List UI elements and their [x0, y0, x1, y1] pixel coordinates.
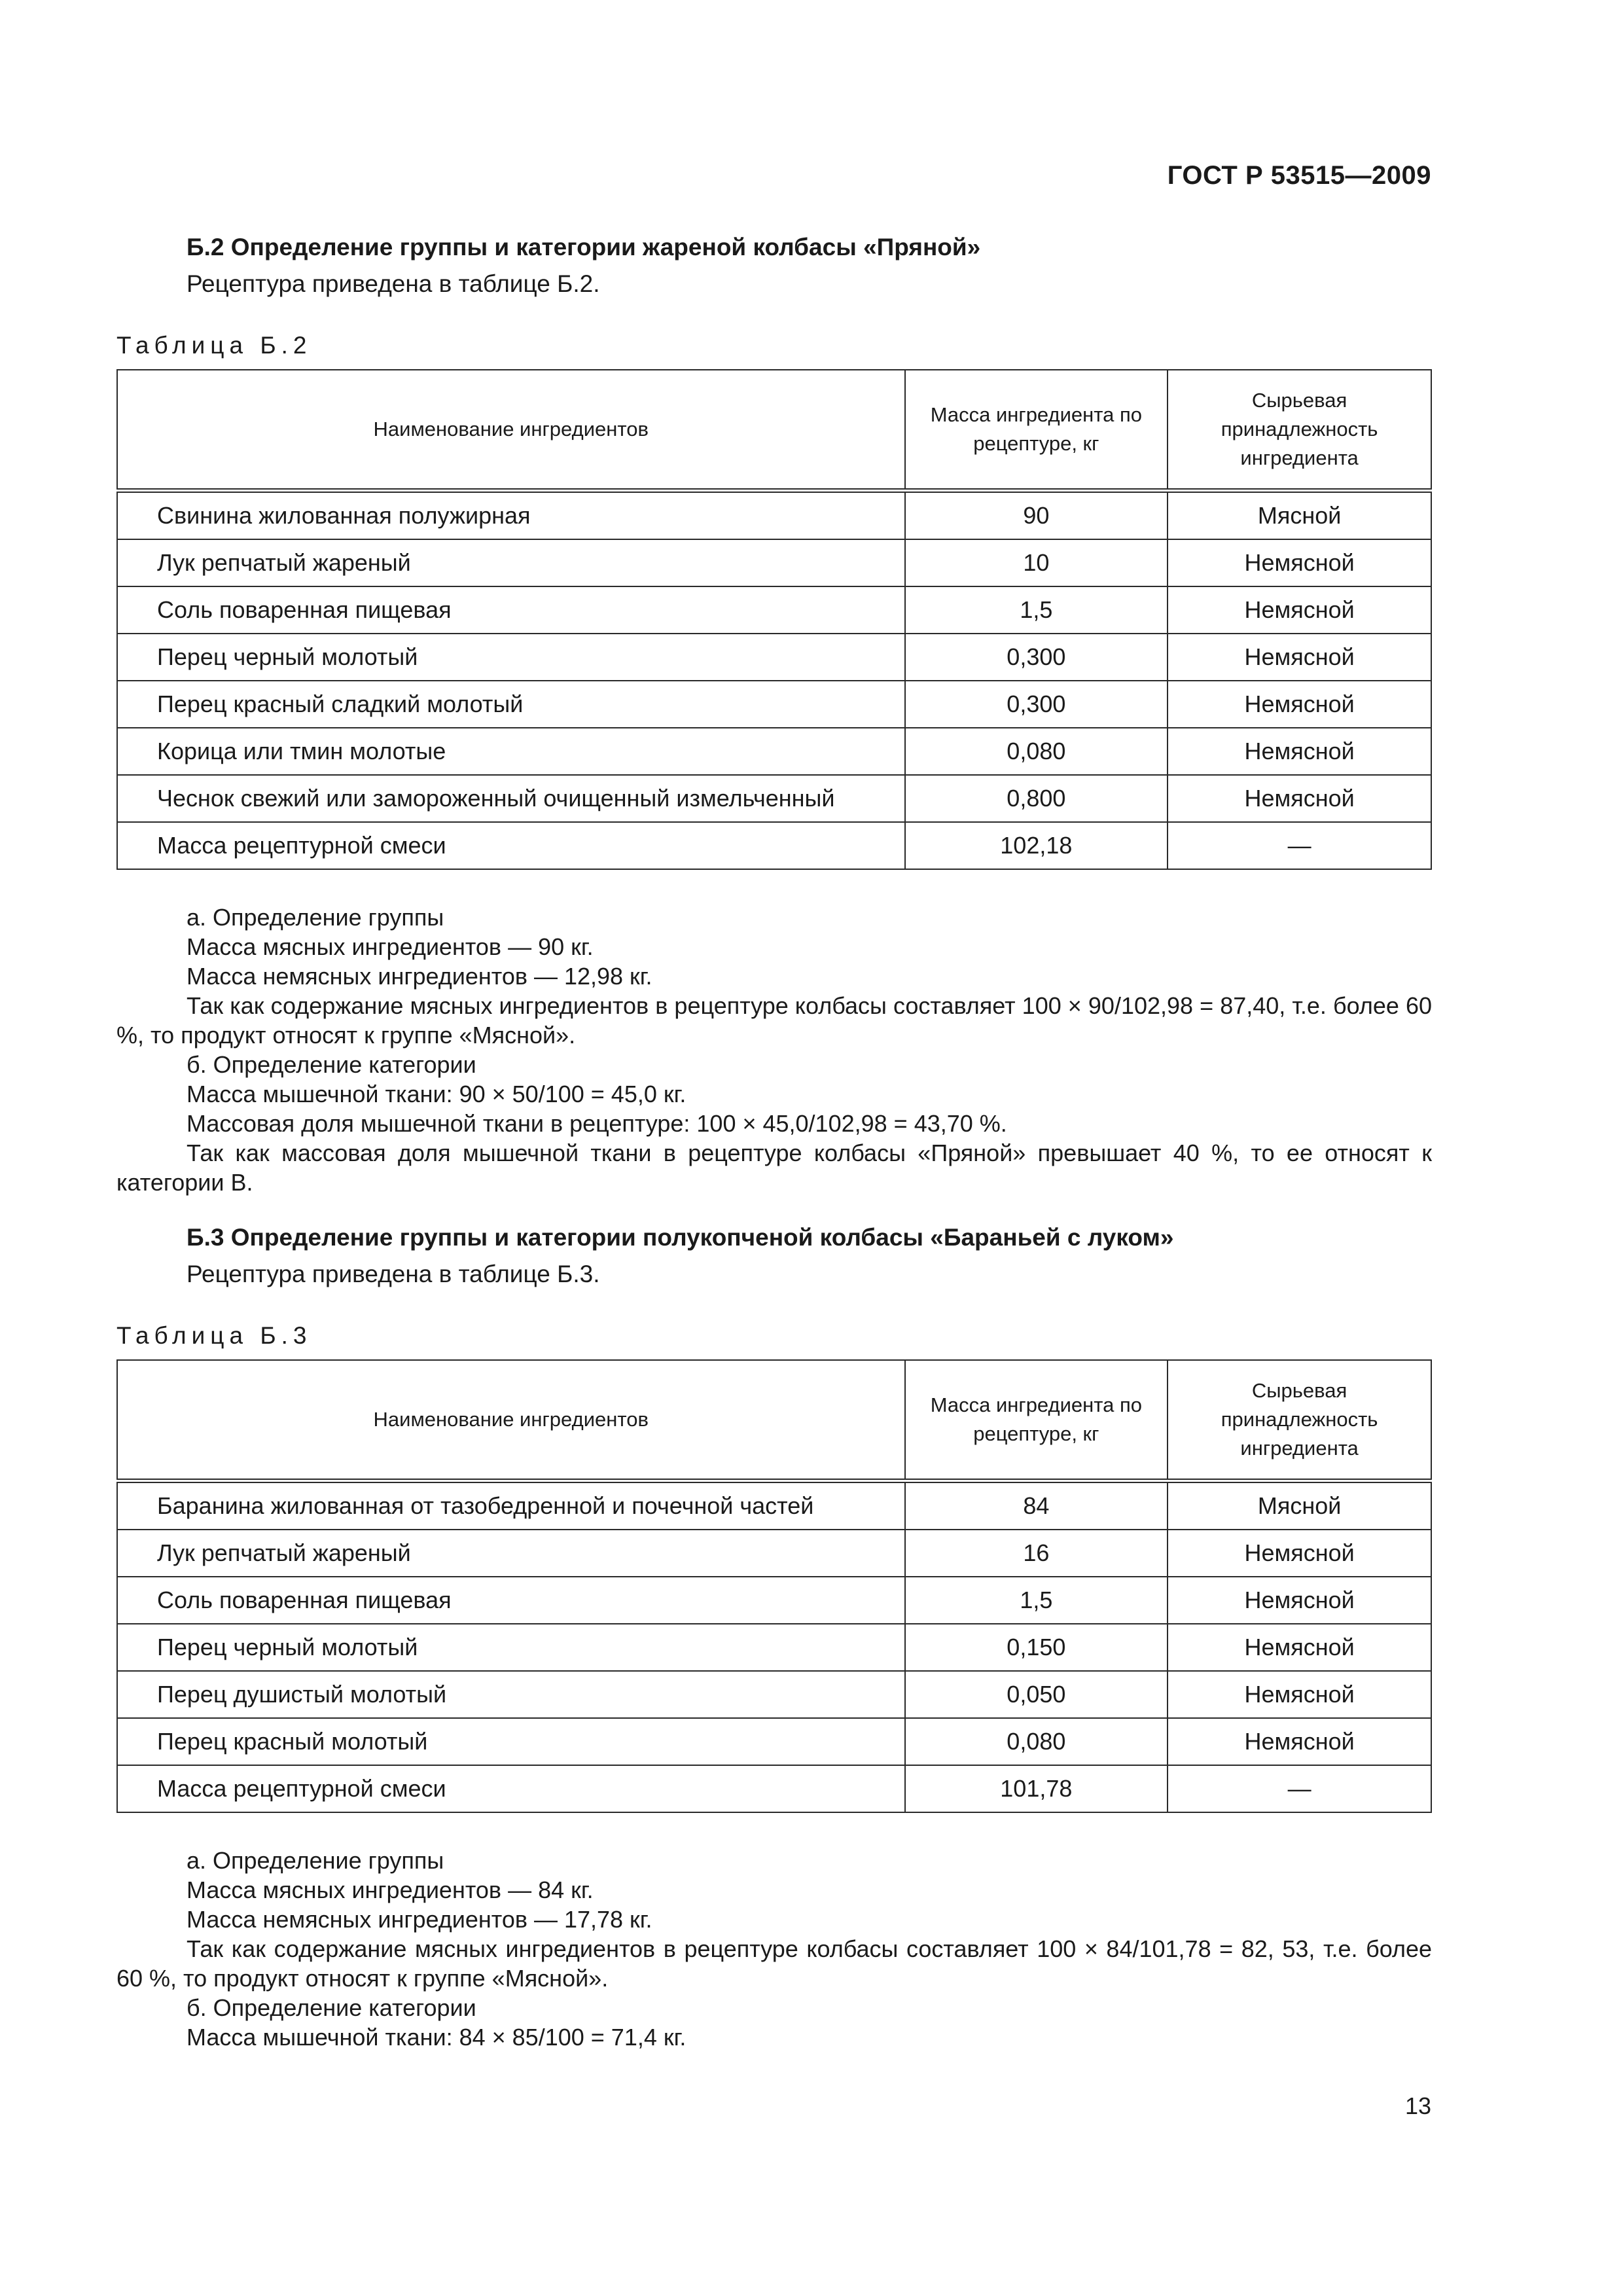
ingredient-mass: 0,080	[905, 1718, 1168, 1765]
ingredient-name: Перец красный сладкий молотый	[117, 681, 905, 728]
document-header: ГОСТ Р 53515—2009	[1167, 161, 1431, 190]
ingredient-name: Чеснок свежий или замороженный очищенный измельченный	[117, 775, 905, 822]
ingredient-mass: 0,300	[905, 634, 1168, 681]
ingredient-mass: 102,18	[905, 822, 1168, 869]
ingredient-type: Мясной	[1168, 491, 1431, 540]
table-row	[117, 1577, 1431, 1624]
table-row	[117, 1718, 1431, 1765]
ingredient-type: Немясной	[1168, 1718, 1431, 1765]
table-row	[117, 1481, 1431, 1530]
ingredient-name: Перец красный молотый	[117, 1718, 905, 1765]
paragraph: Так как содержание мясных ингредиентов в рецептуре колбасы составляет 100 × 90/102,98 = 87,40, т.е. более 60 %, то продукт относят к группе «Мясной».	[116, 992, 1432, 1049]
ingredient-type: —	[1168, 822, 1431, 869]
table-row	[117, 681, 1431, 728]
ingredient-type: Немясной	[1168, 1530, 1431, 1577]
page-number: 13	[1404, 2092, 1431, 2119]
paragraph: Масса немясных ингредиентов — 17,78 кг.	[187, 1906, 652, 1933]
table-caption: Таблица Б.3	[116, 1322, 312, 1349]
table-header-row	[117, 1360, 1431, 1481]
ingredient-name: Перец черный молотый	[117, 1624, 905, 1671]
ingredient-mass: 1,5	[905, 586, 1168, 634]
column-header-name: Наименование ингредиентов	[117, 1360, 905, 1481]
ingredient-type: Немясной	[1168, 775, 1431, 822]
section-b2	[116, 229, 1432, 1197]
ingredient-type: Немясной	[1168, 728, 1431, 775]
section-lead: Рецептура приведена в таблице Б.2.	[187, 270, 600, 297]
paragraph: б. Определение категории	[187, 1051, 476, 1078]
table-row	[117, 728, 1431, 775]
column-header-type: Сырьевая принадлежность ингредиента	[1168, 370, 1431, 491]
ingredient-type: Немясной	[1168, 1577, 1431, 1624]
paragraph: Масса мышечной ткани: 84 × 85/100 = 71,4 кг.	[187, 2024, 687, 2051]
ingredient-type: Мясной	[1168, 1481, 1431, 1530]
table-row	[117, 1530, 1431, 1577]
ingredient-type: —	[1168, 1765, 1431, 1812]
ingredient-name: Соль поваренная пищевая	[117, 586, 905, 634]
table-row	[117, 586, 1431, 634]
column-header-mass: Масса ингредиента по рецептуре, кг	[905, 1360, 1168, 1481]
ingredient-name: Корица или тмин молотые	[117, 728, 905, 775]
ingredient-mass: 1,5	[905, 1577, 1168, 1624]
ingredient-type: Немясной	[1168, 634, 1431, 681]
table-row	[117, 539, 1431, 586]
ingredient-type: Немясной	[1168, 539, 1431, 586]
table-caption: Таблица Б.2	[116, 332, 312, 359]
paragraph: Так как массовая доля мышечной ткани в рецептуре колбасы «Пряной» превышает 40 %, то ее относят к категории В.	[116, 1139, 1432, 1196]
table-row	[117, 775, 1431, 822]
ingredient-name: Баранина жилованная от тазобедренной и почечной частей	[117, 1481, 905, 1530]
paragraph: Так как содержание мясных ингредиентов в рецептуре колбасы составляет 100 × 84/101,78 = 82, 53, т.е. более 60 %, то продукт относят к группе «Мясной».	[116, 1935, 1432, 1992]
ingredient-name: Свинина жилованная полужирная	[117, 491, 905, 540]
column-header-mass: Масса ингредиента по рецептуре, кг	[905, 370, 1168, 491]
table-header-row	[117, 370, 1431, 491]
ingredient-mass: 0,150	[905, 1624, 1168, 1671]
ingredient-mass: 0,050	[905, 1671, 1168, 1718]
ingredient-mass: 16	[905, 1530, 1168, 1577]
ingredient-mass: 0,800	[905, 775, 1168, 822]
ingredient-name: Масса рецептурной смеси	[117, 822, 905, 869]
table-b2	[116, 369, 1432, 870]
ingredient-type: Немясной	[1168, 681, 1431, 728]
table-b3	[116, 1359, 1432, 1813]
ingredient-name: Лук репчатый жареный	[117, 1530, 905, 1577]
paragraph: Масса мясных ингредиентов — 84 кг.	[187, 1876, 594, 1903]
ingredient-name: Перец черный молотый	[117, 634, 905, 681]
ingredient-name: Перец душистый молотый	[117, 1671, 905, 1718]
paragraph: б. Определение категории	[187, 1994, 476, 2021]
ingredient-name: Соль поваренная пищевая	[117, 1577, 905, 1624]
ingredient-mass: 0,300	[905, 681, 1168, 728]
column-header-name: Наименование ингредиентов	[117, 370, 905, 491]
section-lead: Рецептура приведена в таблице Б.3.	[187, 1261, 600, 1287]
ingredient-type: Немясной	[1168, 586, 1431, 634]
paragraph: а. Определение группы	[187, 904, 444, 931]
section-title: Б.2 Определение группы и категории жареной колбасы «Пряной»	[187, 234, 981, 260]
calculation-text	[116, 903, 1432, 1197]
table-row	[117, 1624, 1431, 1671]
table-row-total	[117, 1765, 1431, 1812]
ingredient-name: Лук репчатый жареный	[117, 539, 905, 586]
table-row	[117, 1671, 1431, 1718]
ingredient-mass: 84	[905, 1481, 1168, 1530]
ingredient-mass: 90	[905, 491, 1168, 540]
table-row	[117, 634, 1431, 681]
paragraph: Масса немясных ингредиентов — 12,98 кг.	[187, 963, 652, 990]
column-header-type: Сырьевая принадлежность ингредиента	[1168, 1360, 1431, 1481]
paragraph: Массовая доля мышечной ткани в рецептуре: 100 × 45,0/102,98 = 43,70 %.	[187, 1110, 1007, 1137]
ingredient-type: Немясной	[1168, 1671, 1431, 1718]
table-row-total	[117, 822, 1431, 869]
ingredient-mass: 0,080	[905, 728, 1168, 775]
paragraph: Масса мясных ингредиентов — 90 кг.	[187, 933, 594, 960]
paragraph: а. Определение группы	[187, 1847, 444, 1874]
ingredient-mass: 101,78	[905, 1765, 1168, 1812]
ingredient-mass: 10	[905, 539, 1168, 586]
ingredient-name: Масса рецептурной смеси	[117, 1765, 905, 1812]
table-row	[117, 491, 1431, 540]
section-title: Б.3 Определение группы и категории полукопченой колбасы «Бараньей с луком»	[187, 1224, 1174, 1251]
paragraph: Масса мышечной ткани: 90 × 50/100 = 45,0 кг.	[187, 1081, 687, 1107]
ingredient-type: Немясной	[1168, 1624, 1431, 1671]
calculation-text	[116, 1846, 1432, 2052]
section-b3	[116, 1219, 1432, 2052]
